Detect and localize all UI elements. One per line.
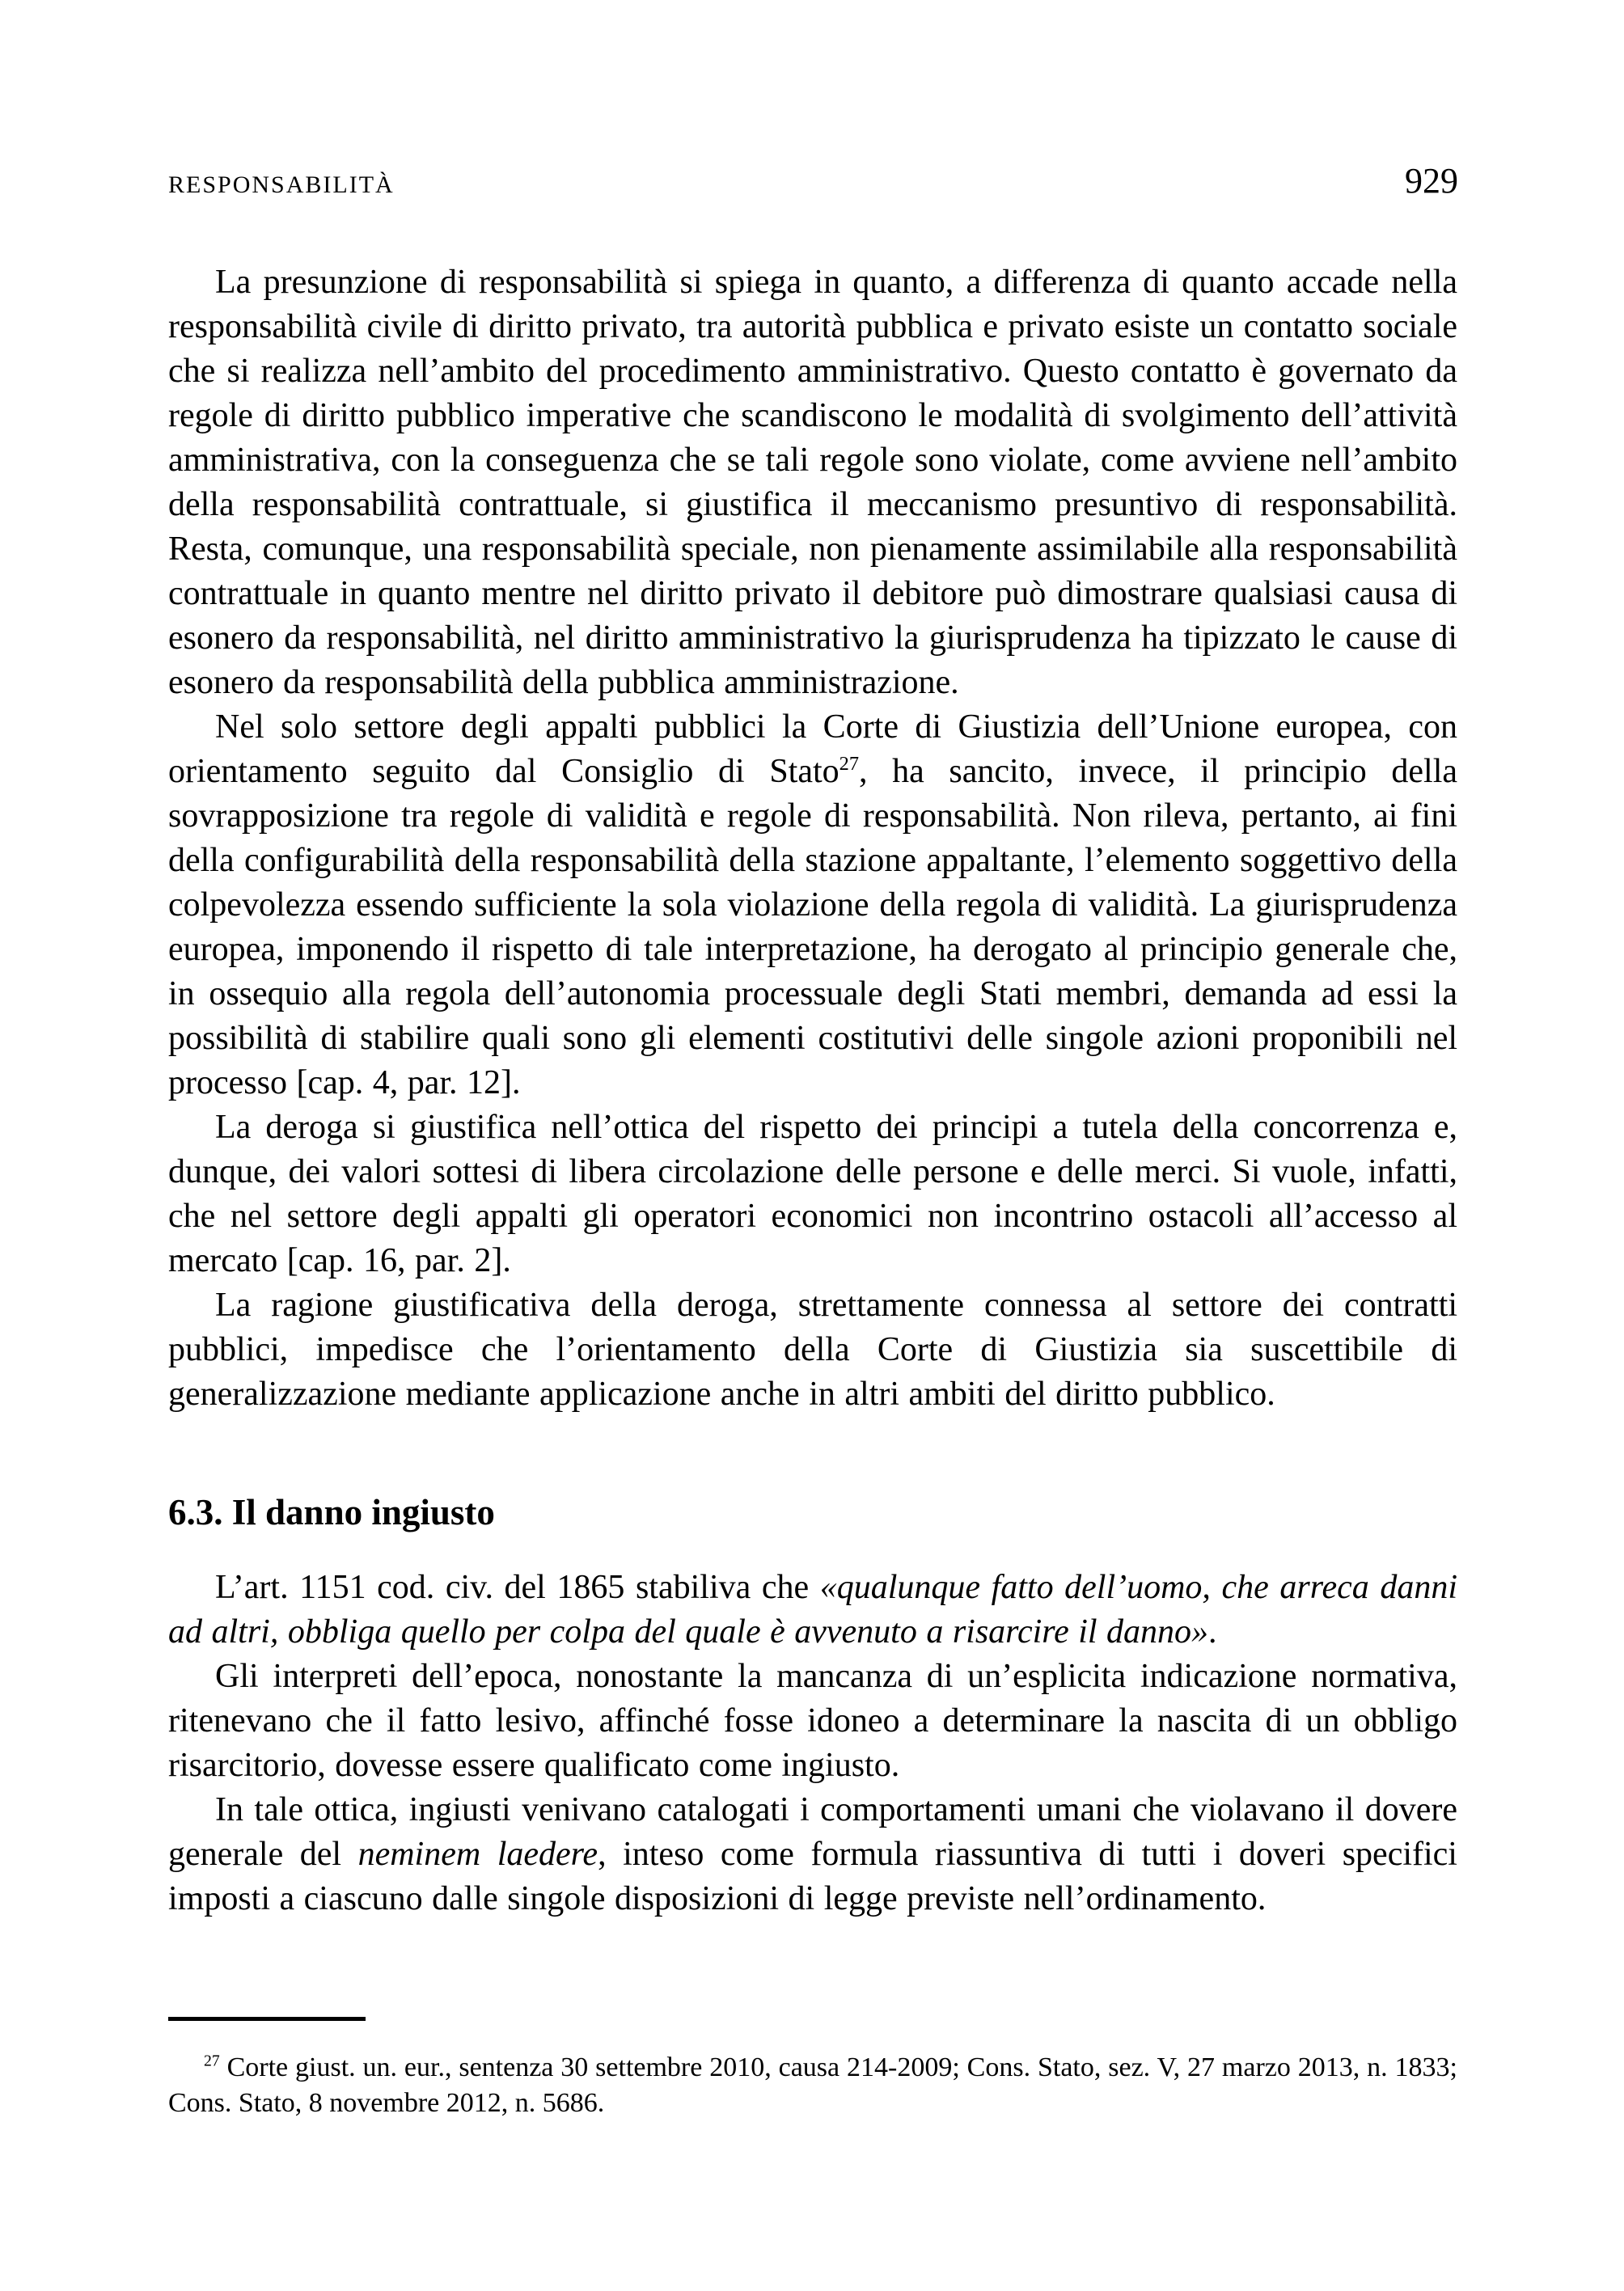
page-body bbox=[168, 260, 1457, 1921]
paragraph-3: La deroga si giustifica nell’ottica del rispetto dei principi a tutela della concorrenza e, dunque, dei valori sottesi di libera circolazione delle persone e delle merci. Si vuole, infatti, che nel settore degli appalti gli operatori economici non incontrino ostacoli all’accesso al mercato [cap. 16, par. 2]. bbox=[168, 1109, 1457, 1279]
section-heading-6-3: 6.3. Il danno ingiusto bbox=[168, 1492, 495, 1532]
paragraph-7: In tale ottica, ingiusti venivano catalogati i comportamenti umani che violavano il dovere generale del neminem laedere, inteso come formula riassuntiva di tutti i doveri specifici imposti a ciascuno dalle singole disposizioni di legge previste nell’ordinamento. bbox=[168, 1791, 1457, 1917]
paragraph-2: Nel solo settore degli appalti pubblici la Corte di Giustizia dell’Unione europea, con orientamento seguito dal Consiglio di Stato$^{27}$, ha sancito, invece, il principio della sovrapposizione tra regole di validità e regole di responsabilità. Non rileva, pertanto, ai fini della configurabilità della responsabilità della stazione appaltante, l’elemento soggettivo della colpevolezza essendo sufficiente la sola violazione della regola di validità. La giurisprudenza europea, imponendo il rispetto di tale interpretazione, ha derogato al principio generale che, in ossequio alla regola dell’autonomia processuale degli Stati membri, demanda ad essi la possibilità di stabilire quali sono gli elementi costitutivi delle singole azioni proponibili nel processo [cap. 4, par. 12]. bbox=[168, 708, 1458, 1101]
paragraph-4: La ragione giustificativa della deroga, strettamente connessa al settore dei contratti pubblici, impedisce che l’orientamento della Corte di Giustizia sia suscettibile di generalizzazione mediante applicazione anche in altri ambiti del diritto pubblico. bbox=[168, 1287, 1457, 1413]
page-number: 929 bbox=[1405, 161, 1458, 201]
footnote-area bbox=[168, 2017, 1457, 2121]
page-header bbox=[168, 160, 1458, 201]
footnote-separator-rule bbox=[168, 2017, 366, 2021]
paragraph-5: L’art. 1151 cod. civ. del 1865 stabiliva che «qualunque fatto dell’uomo, che arreca danni ad altri, obbliga quello per colpa del quale è avvenuto a risarcire il danno». bbox=[168, 1569, 1457, 1651]
paragraph-6: Gli interpreti dell’epoca, nonostante la mancanza di un’esplicita indicazione normativa, ritenevano che il fatto lesivo, affinché fosse idoneo a determinare la nascita di un obbligo risarcitorio, dovesse essere qualificato come ingiusto. bbox=[168, 1658, 1457, 1784]
paragraph-1: La presunzione di responsabilità si spiega in quanto, a differenza di quanto accade nella responsabilità civile di diritto privato, tra autorità pubblica e privato esiste un contatto sociale che si realizza nell’ambito del procedimento amministrativo. Questo contatto è governato da regole di diritto pubblico imperative che scandiscono le modalità di svolgimento dell’attività amministrativa, con la conseguenza che se tali regole sono violate, come avviene nell’ambito della responsabilità contrattuale, si giustifica il meccanismo presuntivo di responsabilità. Resta, comunque, una responsabilità speciale, non pienamente assimilabile alla responsabilità contrattuale in quanto mentre nel diritto privato il debitore può dimostrare qualsiasi causa di esonero da responsabilità, nel diritto amministrativo la giurisprudenza ha tipizzato le cause di esonero da responsabilità della pubblica amministrazione. bbox=[168, 264, 1457, 701]
running-title: RESPONSABILITÀ bbox=[168, 171, 395, 198]
footnote-27: $^{27}$ Corte giust. un. eur., sentenza 30 settembre 2010, causa 214-2009; Cons. Stato, sez. V, 27 marzo 2013, n. 1833; Cons. Stato, 8 novembre 2012, n. 5686. bbox=[168, 2052, 1457, 2118]
